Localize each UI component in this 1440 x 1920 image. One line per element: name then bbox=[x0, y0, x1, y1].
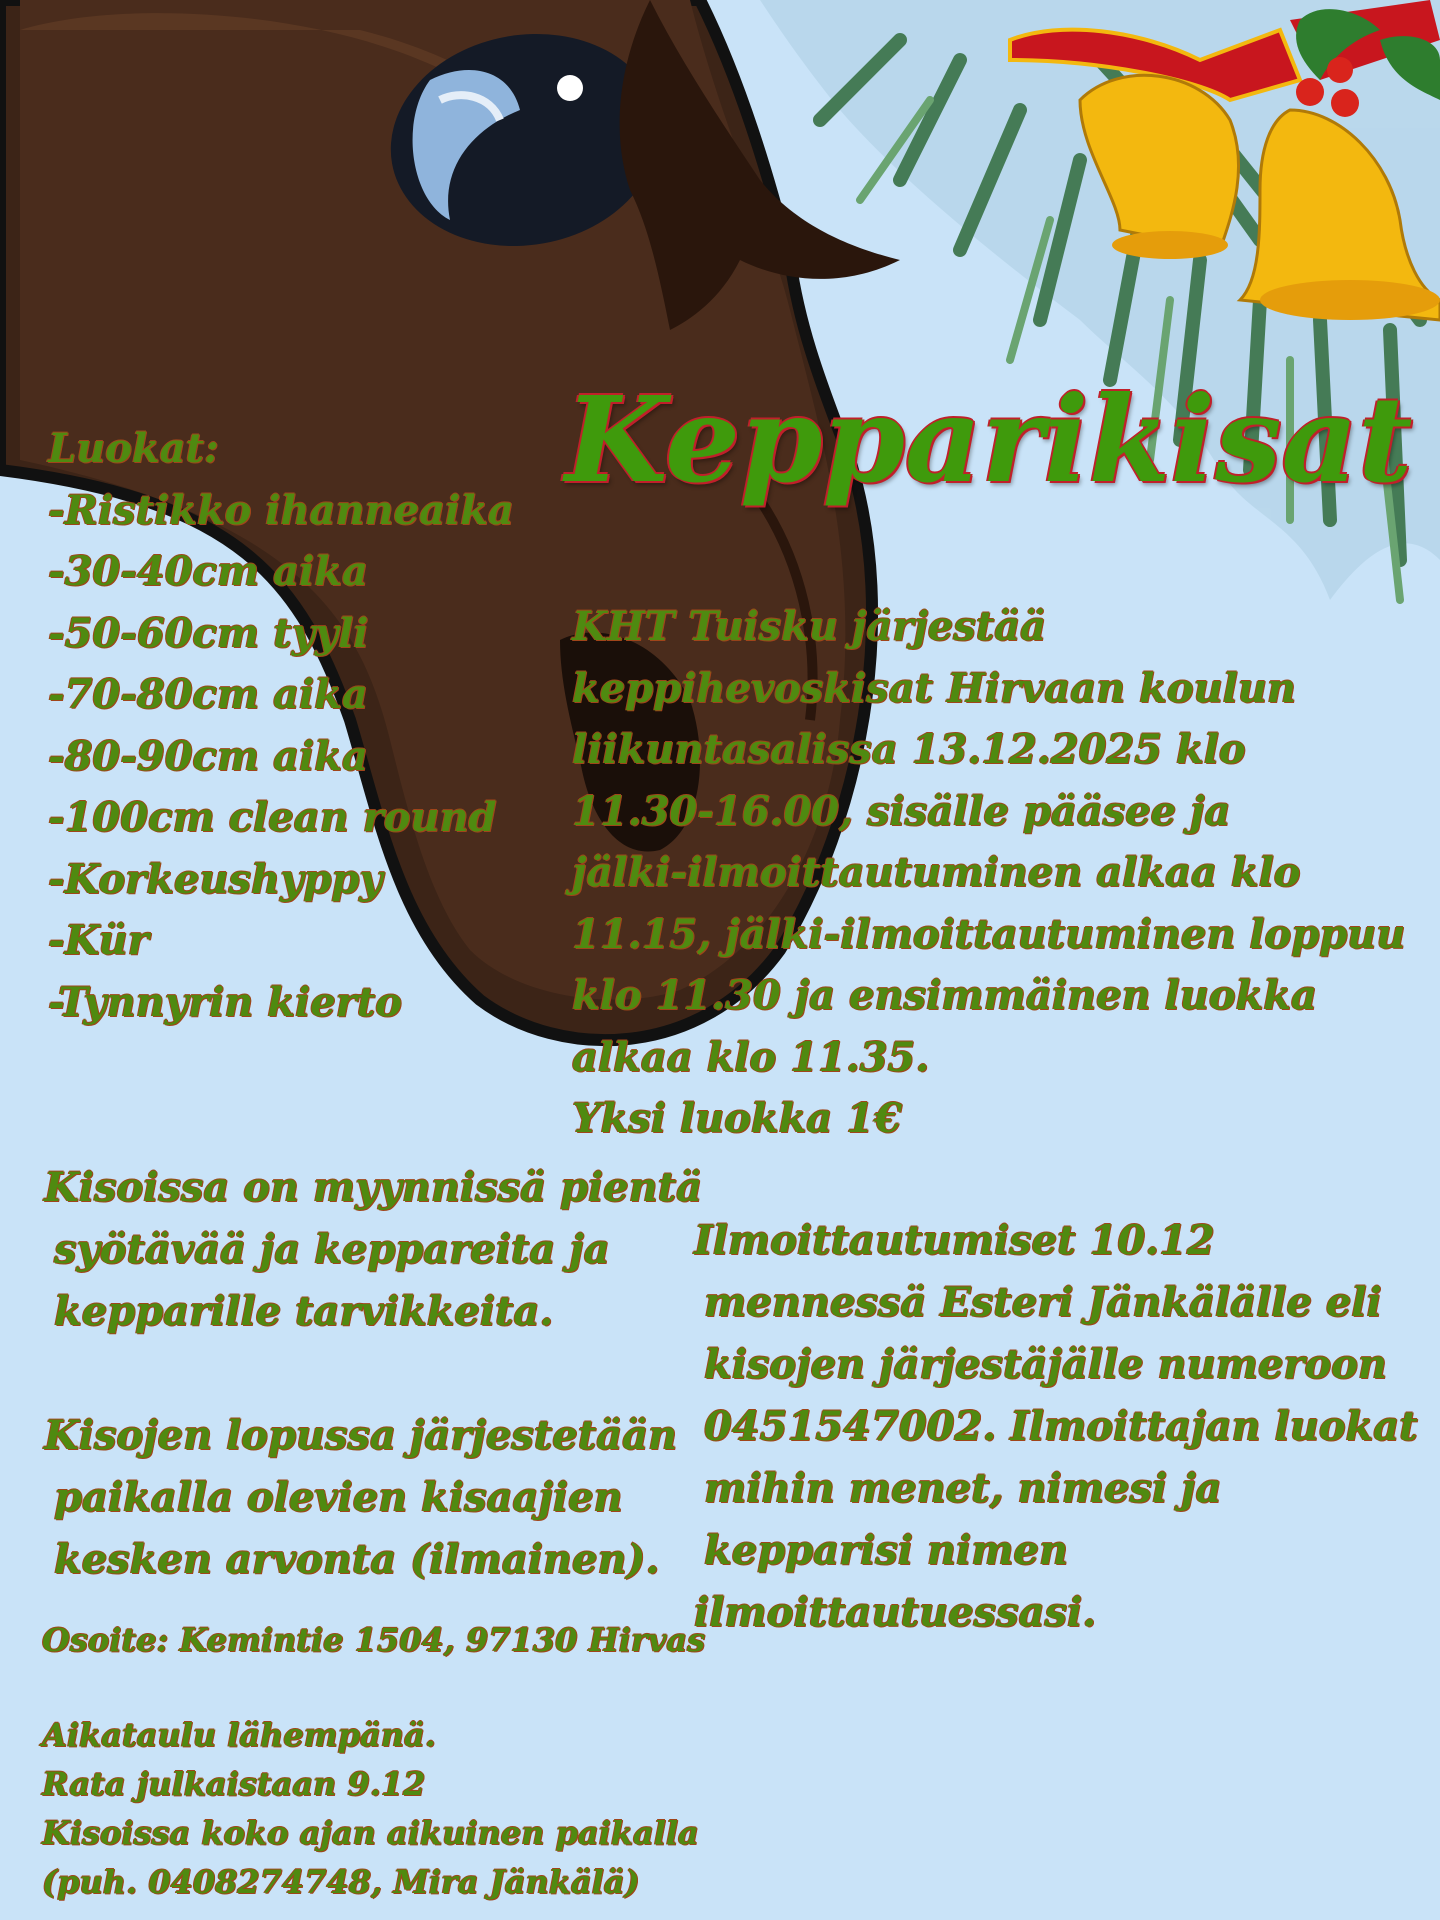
contact-line: (puh. 0408274748, Mira Jänkälä) bbox=[42, 1863, 640, 1901]
list-item: -Kür bbox=[48, 917, 149, 964]
info-line: keppihevoskisat Hirvaan koulun bbox=[572, 664, 1297, 712]
info-line: 11.15, jälki-ilmoittautuminen loppuu bbox=[572, 910, 1406, 958]
list-item: -100cm clean round bbox=[48, 794, 497, 841]
list-item: -70-80cm aika bbox=[48, 671, 368, 718]
raffle-notice bbox=[44, 1405, 677, 1591]
info-line: 11.30-16.00, sisälle pääsee ja bbox=[572, 787, 1231, 835]
signup-line: kisojen järjestäjälle numeroon bbox=[704, 1341, 1387, 1388]
signup-line: 0451547002. Ilmoittajan luokat bbox=[704, 1403, 1418, 1450]
classes-heading: Luokat: bbox=[48, 425, 219, 472]
sale-notice bbox=[44, 1157, 702, 1343]
sale-line: kepparille tarvikkeita. bbox=[54, 1288, 554, 1335]
raffle-line: paikalla olevien kisaajien bbox=[54, 1474, 623, 1521]
signup-line: mihin menet, nimesi ja bbox=[704, 1465, 1222, 1512]
raffle-line: Kisojen lopussa järjestetään bbox=[44, 1412, 678, 1459]
signup-line: Ilmoittautumiset 10.12 bbox=[694, 1217, 1215, 1264]
info-line: klo 11.30 ja ensimmäinen luokka bbox=[572, 972, 1317, 1019]
info-line: KHT Tuisku järjestää bbox=[572, 603, 1047, 650]
info-line: liikuntasalissa 13.12.2025 klo bbox=[572, 726, 1246, 773]
list-item: -Korkeushyppy bbox=[48, 855, 383, 903]
schedule-line: Rata julkaistaan 9.12 bbox=[42, 1765, 426, 1803]
sale-line: syötävää ja keppareita ja bbox=[54, 1226, 610, 1273]
info-line: alkaa klo 11.35. bbox=[572, 1033, 930, 1081]
raffle-line: kesken arvonta (ilmainen). bbox=[54, 1536, 660, 1583]
schedule-line: Kisoissa koko ajan aikuinen paikalla bbox=[42, 1814, 699, 1852]
schedule-line: Aikataulu lähempänä. bbox=[42, 1716, 436, 1754]
poster-title: Kepparikisat bbox=[565, 370, 1413, 509]
list-item: -80-90cm aika bbox=[48, 732, 368, 780]
signup-line: ilmoittautuessasi. bbox=[694, 1589, 1097, 1636]
signup-line: kepparisi nimen bbox=[704, 1527, 1069, 1574]
signup-notice bbox=[694, 1210, 1418, 1644]
schedule-notes bbox=[42, 1711, 699, 1907]
list-item: -Tynnyrin kierto bbox=[48, 978, 402, 1026]
list-item: -50-60cm tyyli bbox=[48, 609, 369, 657]
price-line: Yksi luokka 1€ bbox=[572, 1095, 902, 1142]
list-item: -Ristikko ihanneaika bbox=[48, 486, 514, 534]
event-info bbox=[572, 596, 1406, 1150]
address-line: Osoite: Kemintie 1504, 97130 Hirvas bbox=[42, 1621, 706, 1659]
signup-line: mennessä Esteri Jänkälälle eli bbox=[704, 1279, 1382, 1326]
list-item: -30-40cm aika bbox=[48, 548, 368, 595]
sale-line: Kisoissa on myynnissä pientä bbox=[44, 1164, 703, 1211]
classes-list bbox=[48, 418, 514, 1033]
info-line: jälki-ilmoittautuminen alkaa klo bbox=[572, 849, 1301, 896]
